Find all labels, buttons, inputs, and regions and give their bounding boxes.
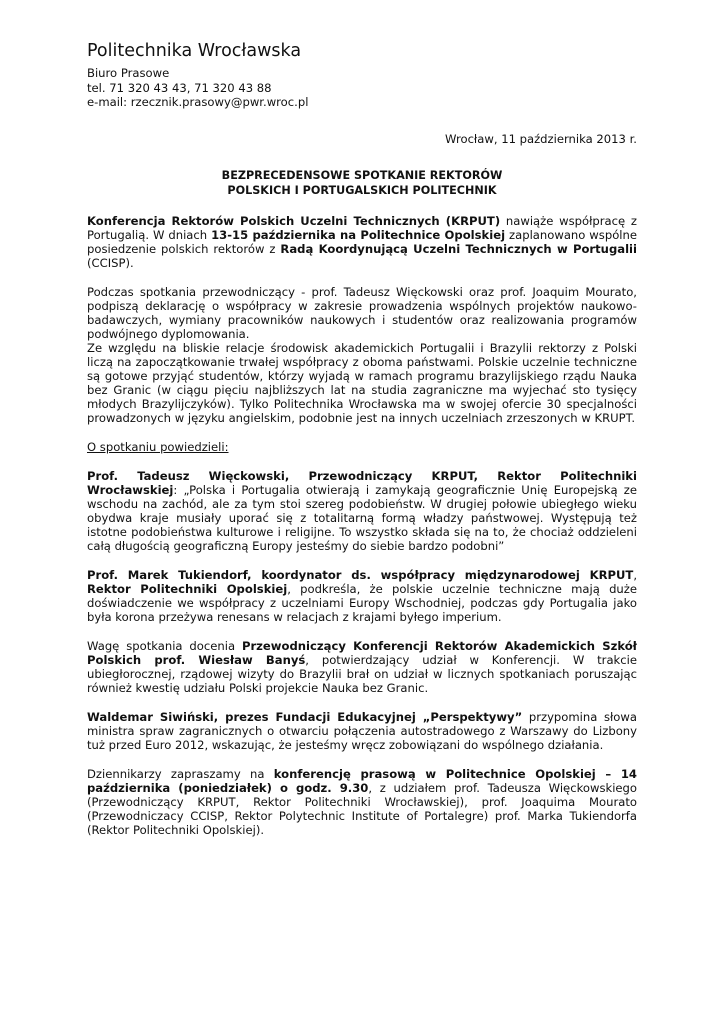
banys-paragraph [87,639,637,695]
intro-paragraph [87,214,637,270]
headline-line-1: BEZPRECEDENSOWE SPOTKANIE REKTORÓW [221,168,503,182]
quote-tukiendorf-sep: , [633,567,637,582]
declaration-paragraph: Podczas spotkania przewodniczący - prof. Tadeusz Więckowski oraz prof. Joaquim Mourato, podpiszą deklarację o współpracy w zakresie prowadzenia wspólnych projektów naukowo-badawczych, wymiany pracowników naukowych i studentów oraz realizowania programów podwójnego dyplomowania. [87,284,637,341]
quote-tukiendorf-text: , podkreśla, że polskie uczelnie techniczne mają duże doświadczenie we współpracy z uczelniami Europy Wschodniej, podczas gdy Portugalia jako była korona przeżywa renesans w relacjach z krajami byłego imperium. [87,581,637,624]
email-address: e-mail: rzecznik.prasowy@pwr.wroc.pl [87,95,309,109]
quote-wieckowski [87,469,637,553]
institution-name: Politechnika Wrocławska [87,41,302,61]
quote-tukiendorf-speaker: Prof. Marek Tukiendorf, koordynator ds. współpracy międzynarodowej KRPUT [87,567,634,582]
headline-line-2: POLSKICH I PORTUGALSKICH POLITECHNIK [227,183,497,197]
headline [87,168,637,198]
invitation-text-1: Dziennikarzy zapraszamy na [87,766,274,781]
quotes-heading-text: O spotkaniu powiedzieli: [87,439,229,454]
intro-text-1: nawiąże współpracę z Portugalią. W dniach [87,213,637,242]
release-date: Wrocław, 11 października 2013 r. [445,131,637,146]
press-release-page [87,40,637,852]
brazil-paragraph: Ze względu na bliskie relacje środowisk akademickich Portugalii i Brazylii rektorzy z Polski liczą na zapoczątkowanie trwałej współpracy z oboma państwami. Polskie uczelnie techniczne są gotowe przyjąć studentów, którzy wyjadą w ramach programu brazylijskiego rządu Nauka bez Granic (w ciągu pięciu najbliższych lat na studia zagraniczne ma wyjechać sto tysięcy młodych Brazylijczyków). Tylko Politechnika Wrocławska ma w swojej ofercie 30 specjalności prowadzonych w języku angielskim, podobnie jest na innych uczelniach zrzeszonych w KRUPT. [87,340,637,425]
intro-bold-3: Radą Koordynującą Uczelni Technicznych w Portugalii [280,241,637,256]
siwinski-bold: Waldemar Siwiński, prezes Fundacji Edukacyjnej „Perspektywy” [87,709,523,724]
intro-text-3: (CCISP). [87,255,134,270]
quote-wieckowski-speaker: Prof. Tadeusz Więckowski, Przewodniczący KRPUT, Rektor Politechniki Wrocławskiej [87,468,637,497]
intro-bold-2: 13-15 października na Politechnice Opolskiej [211,227,506,242]
banys-text-1: Wagę spotkania docenia [87,638,242,653]
quotes-heading [87,440,637,454]
siwinski-text: przypomina słowa ministra spraw zagranicznych o otwarciu połączenia autostradowego z Warszawy do Lizbony tuż przed Euro 2012, wskazując, że jesteśmy wręcz zobowiązani do wspólnego działania. [87,709,637,752]
intro-text-2: zaplanowano wspólne posiedzenie polskich rektorów z [87,227,637,256]
siwinski-paragraph [87,710,637,752]
banys-bold: Przewodniczący Konferencji Rektorów Akademickich Szkół Polskich prof. Wiesław Banyś [87,638,637,667]
intro-bold-1: Konferencja Rektorów Polskich Uczelni Technicznych (KRPUT) [87,213,501,228]
banys-text-2: , potwierdzający udział w Konferencji. W trakcie ubiegłorocznej, rządowej wizyty do Brazylii brał on udział w licznych spotkaniach poruszając również kwestię udziału Polski projekcie Nauka bez Granic. [87,652,637,695]
invitation-text-2: , z udziałem prof. Tadeusza Więckowskiego (Przewodniczący KRPUT, Rektor Politechniki Wrocławskiej), prof. Joaquima Mourato (Przewodniczacy CCISP, Rektor Polytechnic Institute of Portalegre) prof. Marka Tukiendorfa (Rektor Politechniki Opolskiej). [87,780,638,837]
phone-numbers: tel. 71 320 43 43, 71 320 43 88 [87,80,272,95]
quote-tukiendorf [87,568,637,624]
quote-wieckowski-text: : „Polska i Portugalia otwierają i zamykają geograficznie Unię Europejską ze wschodu na zachód, ale za tym stoi szereg podobieństw. W drugiej połowie ubiegłego wieku obydwa kraje musiały uporać się z totalitarną formą władzy państwowej. Występują też istotne podobieństwa kulturowe i religijne. To wszystko składa się na to, że chociaż oddzieleni całą długością geograficzną Europy jesteśmy do siebie bardzo podobni” [87,482,637,553]
invitation-paragraph [87,767,637,837]
quote-tukiendorf-speaker-2: Rektor Politechniki Opolskiej [87,581,288,596]
invitation-bold: konferencję prasową w Politechnice Opolskiej – 14 października (poniedziałek) o godz. 9.30 [87,766,637,795]
press-office-label: Biuro Prasowe [87,66,170,80]
